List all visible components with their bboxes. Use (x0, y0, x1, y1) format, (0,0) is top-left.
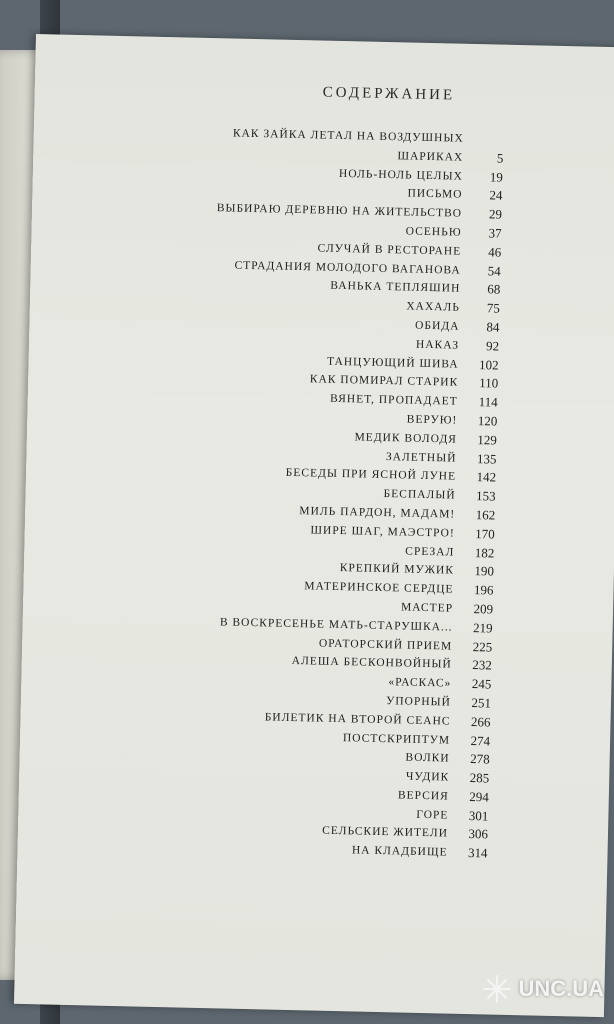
toc-title: МИЛЬ ПАРДОН, МАДАМ! (299, 505, 456, 521)
toc-title: МАТЕРИНСКОЕ СЕРДЦЕ (304, 580, 454, 596)
watermark (482, 974, 604, 1004)
toc-title: АЛЕША БЕСКОНВОЙНЫЙ (291, 655, 452, 671)
toc-title: ЗАЛЕТНЫЙ (385, 450, 457, 465)
toc-title: ШИРЕ ШАГ, МАЭСТРО! (310, 524, 455, 540)
toc-title: ЧУДИК (405, 770, 450, 784)
toc-title: ОБИДА (414, 319, 460, 333)
toc-page-number: 196 (473, 582, 494, 598)
toc-title: ОСЕНЬЮ (405, 225, 462, 239)
toc-page-number: 182 (474, 544, 495, 561)
toc-page-number: 274 (470, 732, 491, 748)
toc-title: КАК ЗАЙКА ЛЕТАЛ НА ВОЗДУШНЫХ (232, 127, 464, 145)
toc-title: СЕЛЬСКИЕ ЖИТЕЛИ (322, 825, 449, 841)
toc-title: ВОЛКИ (405, 751, 450, 765)
toc-title: ХАХАЛЬ (406, 300, 461, 314)
toc-title: ГОРЕ (416, 808, 449, 822)
toc-page-number: 46 (488, 244, 502, 260)
toc-title: БЕСПАЛЫЙ (383, 488, 456, 502)
toc-page-number: 251 (471, 694, 492, 711)
toc-page-number: 278 (469, 751, 490, 767)
toc-title: ВЫБИРАЮ ДЕРЕВНЮ НА ЖИТЕЛЬСТВО (216, 202, 463, 220)
toc-page-number: 153 (475, 488, 496, 504)
toc-page-number: 245 (471, 676, 492, 692)
toc-page-number: 129 (477, 431, 498, 448)
toc-page-number: 162 (475, 507, 496, 523)
toc-page-number: 306 (468, 826, 489, 842)
toc-title: НАКАЗ (415, 338, 460, 352)
toc-title: ВАНЬКА ТЕПЛЯШИН (330, 280, 461, 296)
toc-page-number: 225 (472, 638, 493, 655)
toc-page-number: 142 (476, 469, 497, 485)
toc-page-number: 135 (476, 450, 497, 467)
toc-page-number: 314 (467, 845, 488, 861)
toc-page-number: 266 (470, 713, 491, 730)
toc-page-number: 92 (485, 338, 500, 354)
toc-page-number: 37 (488, 225, 502, 241)
toc-title: НА КЛАДБИЩЕ (351, 844, 448, 859)
toc-title: ТАНЦУЮЩИЙ ШИВА (326, 355, 459, 371)
toc-title: ВЕРСИЯ (397, 789, 449, 803)
toc-page-number: 24 (489, 187, 503, 204)
toc-page-number: 102 (478, 356, 499, 373)
toc-page-number: 5 (496, 150, 504, 166)
toc-title: БИЛЕТИК НА ВТОРОЙ СЕАНС (264, 711, 451, 728)
toc-page-number: 68 (487, 281, 501, 297)
toc-page-number: 54 (487, 262, 501, 279)
watermark-text: UNC.UA (518, 976, 604, 1001)
toc-title: БЕСЕДЫ ПРИ ЯСНОЙ ЛУНЕ (285, 467, 457, 483)
toc-title: ВЯНЕТ, ПРОПАДАЕТ (329, 392, 458, 408)
toc-page-number: 285 (469, 770, 490, 786)
toc-page-number: 190 (474, 563, 495, 579)
toc-page-number (470, 130, 504, 131)
toc-page-number: 301 (468, 807, 489, 824)
toc-page-number: 29 (488, 206, 503, 222)
toc-title: ВЕРУЮ! (406, 413, 458, 427)
toc-page-number: 110 (478, 375, 499, 391)
toc-title: НОЛЬ-НОЛЬ ЦЕЛЫХ (338, 167, 464, 183)
contents-heading: СОДЕРЖАНИЕ (322, 84, 456, 104)
toc-title: СЛУЧАЙ В РЕСТОРАНЕ (317, 242, 462, 258)
toc-page-number: 114 (478, 394, 498, 410)
toc-page-number: 232 (472, 657, 492, 673)
toc-title: МАСТЕР (400, 601, 454, 615)
toc-page-number: 209 (473, 600, 494, 617)
toc-page-number: 84 (486, 319, 500, 335)
toc-title: СРЕЗАЛ (405, 545, 455, 559)
toc-title: ПИСЬМО (407, 187, 463, 202)
toc-page-number: 170 (475, 525, 495, 542)
toc-title: ШАРИКАХ (397, 150, 464, 164)
toc-title: ОРАТОРСКИЙ ПРИЕМ (318, 637, 453, 653)
toc-title: МЕДИК ВОЛОДЯ (354, 431, 458, 446)
toc-title: СТРАДАНИЯ МОЛОДОГО ВАГАНОВА (234, 259, 461, 277)
toc-title: КАК ПОМИРАЛ СТАРИК (309, 373, 459, 390)
table-of-contents (107, 122, 504, 864)
toc-title: ПОСТСКРИПТУМ (342, 731, 451, 747)
sunburst-logo-icon (482, 974, 512, 1004)
toc-page-number: 219 (472, 619, 493, 636)
toc-title: «РАСКАС» (388, 676, 452, 690)
toc-page-number: 19 (489, 168, 504, 185)
book-page (14, 34, 614, 1017)
toc-title: УПОРНЫЙ (386, 695, 452, 709)
toc-title: В ВОСКРЕСЕНЬЕ МАТЬ-СТАРУШКА... (219, 616, 453, 634)
toc-title: КРЕПКИЙ МУЖИК (339, 562, 455, 577)
toc-page-number: 294 (469, 788, 489, 805)
toc-page-number: 120 (477, 413, 498, 429)
toc-page-number: 75 (486, 300, 501, 316)
